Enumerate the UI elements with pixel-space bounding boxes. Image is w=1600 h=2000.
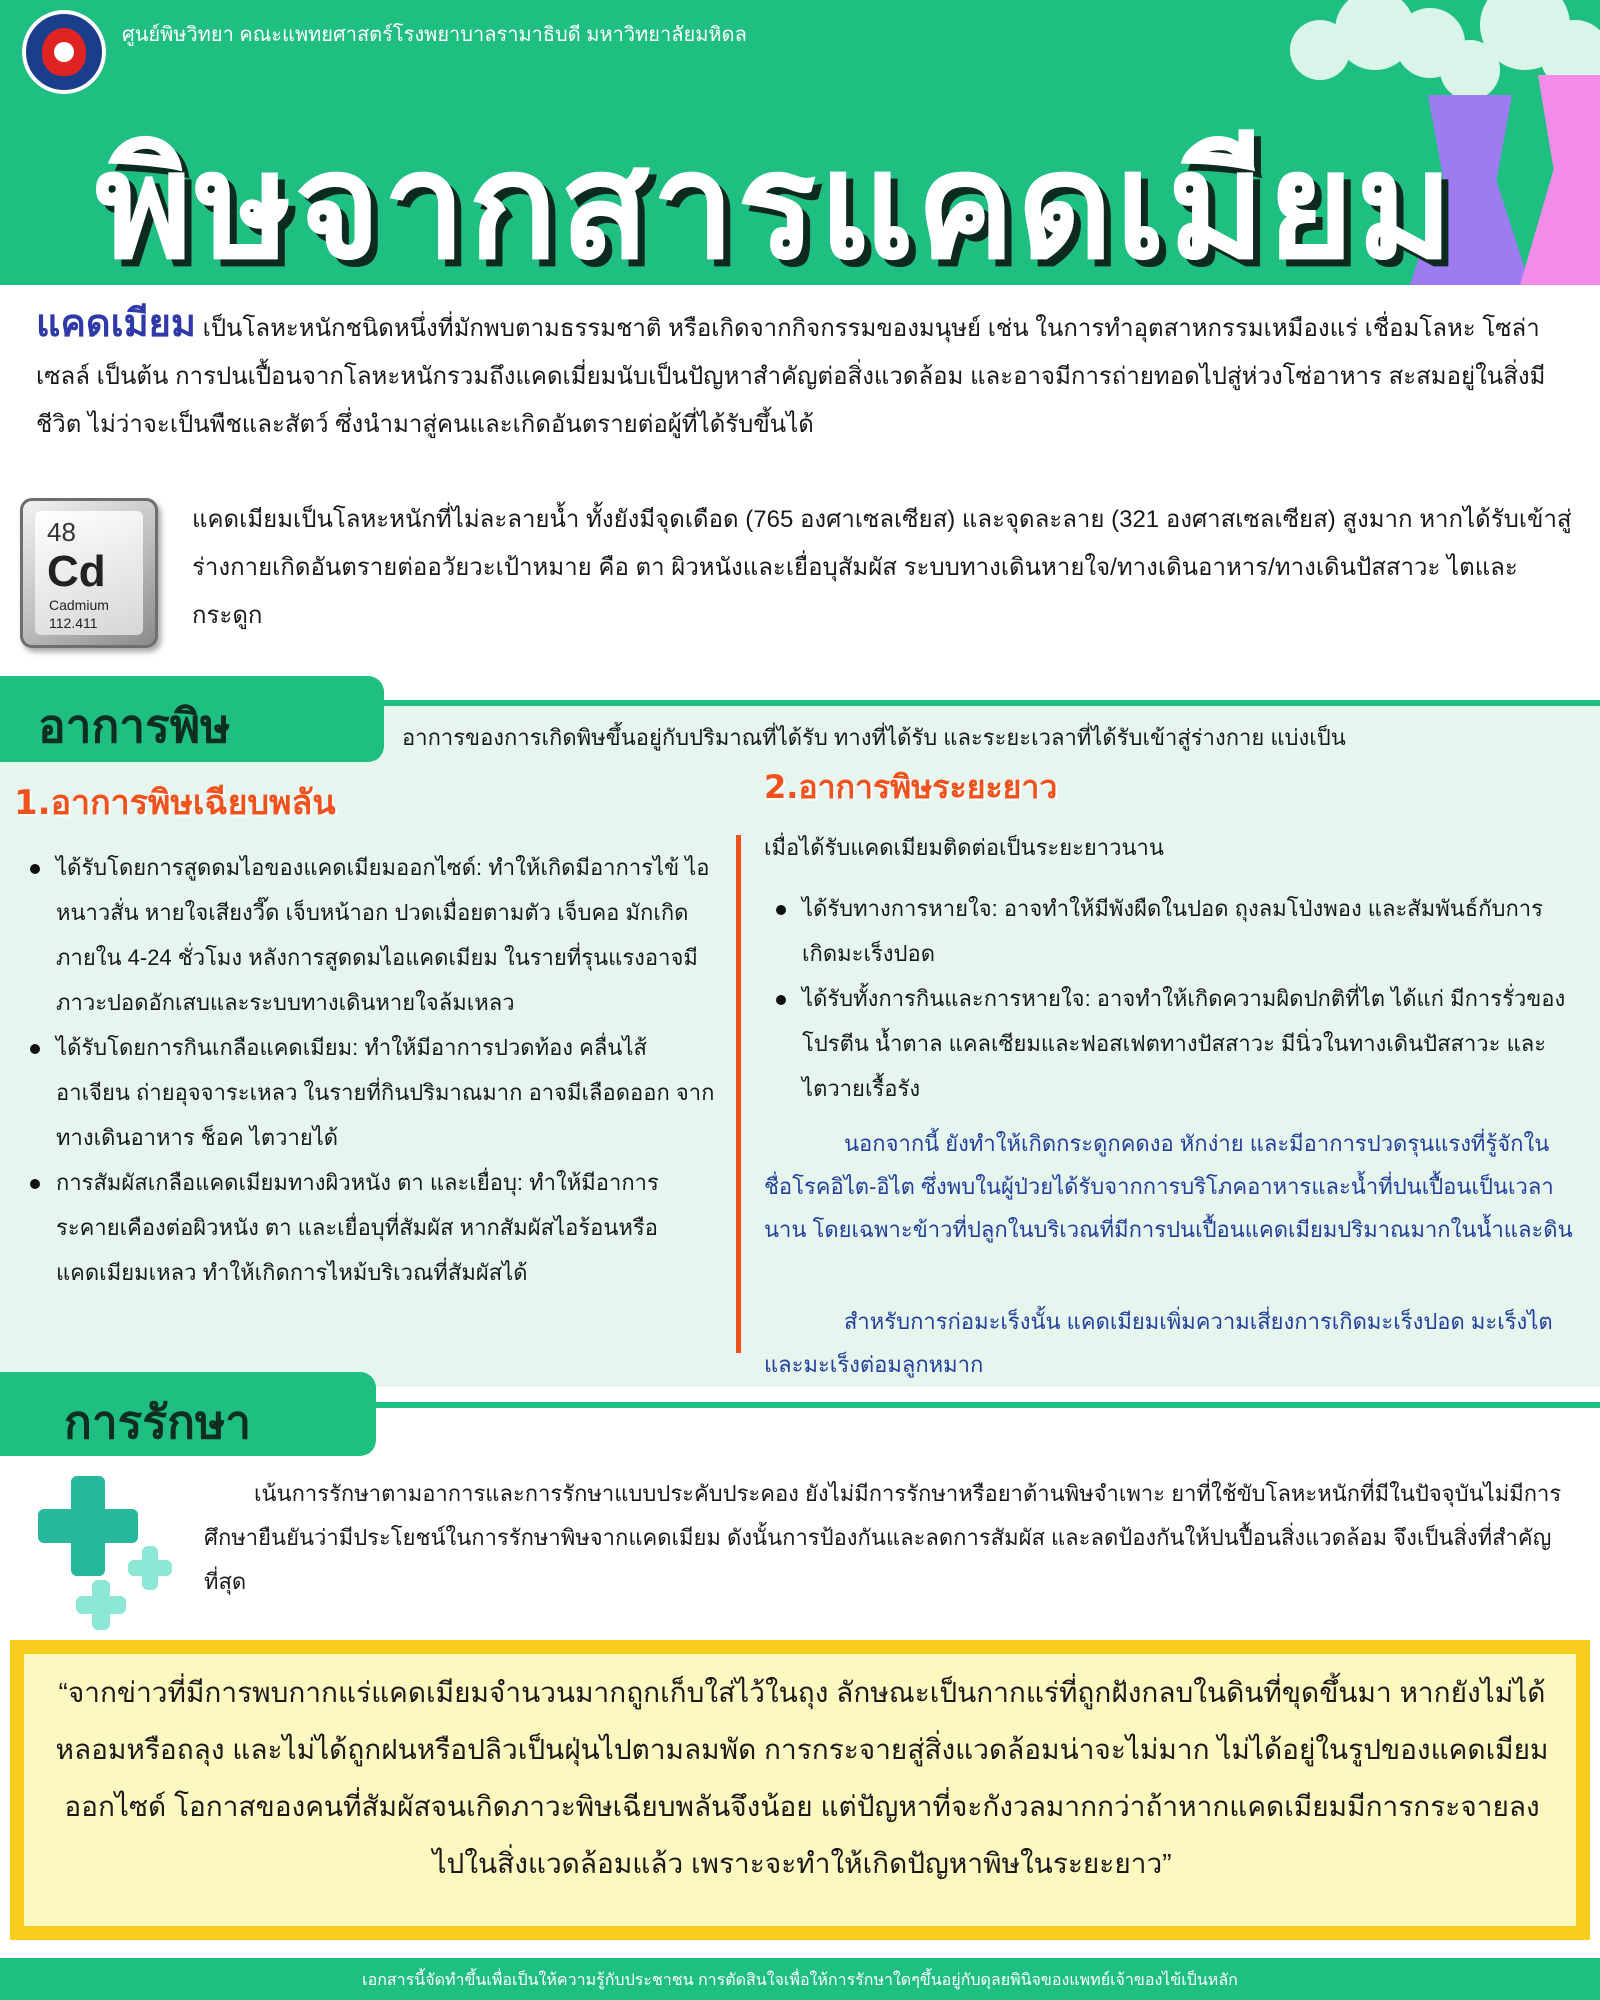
element-description: แคดเมียมเป็นโลหะหนักที่ไม่ละลายน้ำ ทั้งยังมีจุดเดือด (765 องศาเซลเซียส) และจุดละลาย (321 องศาสเซลเซียส) สูงมาก หากได้รับเข้าสู่ร่างกายเกิดอันตรายต่ออวัยวะเป้าหมาย คือ ตา ผิวหนังและเยื่อบุสัมผัส ระบบทางเดินหายใจ/ทางเดินอาหาร/ทางเดินปัสสาวะ ไตและกระดูก — [192, 506, 1572, 629]
list-item-text: ได้รับโดยการกินเกลือแคดเมียม: ทำให้มีอาการปวดท้อง คลื่นไส้ อาเจียน ถ่ายอุจจาระเหลว ในรายที่กินปริมาณมาก อาจมีเลือดออก จากทางเดินอาหาร ช็อค ไตวายได้ — [56, 1035, 715, 1150]
treatment-heading: การรักษา — [64, 1396, 252, 1448]
bullet-icon — [30, 864, 40, 874]
list-item — [776, 976, 1566, 1111]
list-item-text: ได้รับโดยการสูดดมไอของแคดเมียมออกไซด์: ทำให้เกิดมีอาการไข้ ไอ หนาวสั่น หายใจเสียงวี๊ด เจ็บหน้าอก ปวดเมื่อยตามตัว เจ็บคอ มักเกิดภายใน 4-24 ชั่วโมง หลังการสูดดมไอแคดเมียม ในรายที่รุนแรงอาจมีภาวะปอดอักเสบและระบบทางเดินหายใจล้มเหลว — [56, 855, 710, 1015]
element-name: Cadmium — [49, 597, 109, 613]
chronic-symptoms-title: 2.อาการพิษระยะยาว — [764, 768, 1058, 806]
chronic-intro: เมื่อได้รับแคดเมียมติดต่อเป็นระยะยาวนาน — [764, 835, 1164, 860]
quote-text: “จากข่าวที่มีการพบกากแร่แคดเมียมจำนวนมากถูกเก็บใส่ไว้ในถุง ลักษณะเป็นกากแร่ที่ถูกฝังกลบในดินที่ขุดขึ้นมา หากยังไม่ได้หลอมหรือถลุง และไม่ได้ถูกฝนหรือปลิวเป็นฝุ่นไปตามลมพัด การกระจายสู่สิ่งแวดล้อมน่าจะไม่มาก ไม่ได้อยู่ในรูปของแคดเมียมออกไซด์ โอกาสของคนที่สัมผัสจนเกิดภาวะพิษเฉียบพลันจึงน้อย แต่ปัญหาที่จะกังวลมากกว่าถ้าหากแคดเมียมมีการกระจายลงไปในสิ่งแวดล้อมแล้ว เพราะจะทำให้เกิดปัญหาพิษในระยะยาว” — [55, 1677, 1549, 1879]
atomic-mass: 112.411 — [49, 615, 98, 631]
bullet-icon — [30, 1179, 40, 1189]
logo-center-icon — [54, 42, 74, 62]
section-divider-line — [370, 700, 1600, 706]
chronic-symptoms-list — [776, 886, 1566, 1111]
acute-symptoms-title: 1.อาการพิษเฉียบพลัน — [14, 783, 336, 823]
list-item — [30, 1160, 720, 1295]
page-title: พิษจากสารแคดเมียม — [95, 120, 1456, 285]
bullet-icon — [30, 1044, 40, 1054]
medical-cross-icon — [76, 1580, 126, 1630]
bullet-icon — [776, 905, 786, 915]
element-tile-face — [35, 511, 143, 635]
list-item — [30, 845, 720, 1025]
element-symbol: Cd — [47, 547, 106, 596]
list-item-text: ได้รับทางการหายใจ: อาจทำให้มีพังผืดในปอด ถุงลมโป่งพอง และสัมพันธ์กับการเกิดมะเร็งปอด — [802, 896, 1543, 966]
section-divider-line — [370, 1402, 1600, 1408]
treatment-text: เน้นการรักษาตามอาการและการรักษาแบบประคับประคอง ยังไม่มีการรักษาหรือยาต้านพิษจำเพาะ ยาที่ใช้ขับโลหะหนักที่มีในปัจจุบันไม่มีการศึกษายืนยันว่ามีประโยชน์ในการรักษาพิษจากแคดเมียม ดังนั้นการป้องกันและลดการสัมผัส และลดป้องกันให้ปนปื้อนสิ่งแวดล้อม จึงเป็นสิ่งที่สำคัญที่สุด — [204, 1481, 1562, 1594]
institution-name: ศูนย์พิษวิทยา คณะแพทยศาสตร์โรงพยาบาลรามาธิบดี มหาวิทยาลัยมหิดล — [122, 24, 747, 46]
footer-bar — [0, 1958, 1600, 2000]
list-item-text: ได้รับทั้งการกินและการหายใจ: อาจทำให้เกิดความผิดปกติที่ไต ได้แก่ มีการรั่วของโปรตีน น้ำตาล แคลเซียมและฟอสเฟตทางปัสสาวะ มีนิ่วในทางเดินปัสสาวะ และไตวายเรื้อรัง — [802, 986, 1566, 1101]
cooling-tower-icon — [1520, 75, 1600, 285]
footer-disclaimer: เอกสารนี้จัดทำขึ้นเพื่อเป็นให้ความรู้กับประชาชน การตัดสินใจเพื่อให้การรักษาใดๆขึ้นอยู่กับดุลยพินิจของแพทย์เจ้าของไข้เป็นหลัก — [362, 1972, 1238, 1989]
list-item-text: การสัมผัสเกลือแคดเมียมทางผิวหนัง ตา และเยื่อบุ: ทำให้มีอาการระคายเคืองต่อผิวหนัง ตา และเยื่อบุที่สัมผัส หากสัมผัสไอร้อนหรือแคดเมียมเหลว ทำให้เกิดการไหม้บริเวณที่สัมผัสได้ — [56, 1170, 659, 1285]
list-item — [776, 886, 1566, 976]
quote-box — [10, 1640, 1590, 1940]
column-divider — [736, 835, 741, 1353]
poison-center-logo — [22, 10, 106, 94]
intro-body: เป็นโลหะหนักชนิดหนึ่งที่มักพบตามธรรมชาติ หรือเกิดจากกิจกรรมของมนุษย์ เช่น ในการทำอุตสาหกรรมเหมืองแร่ เชื่อมโลหะ โซล่าเซลล์ เป็นต้น การปนเปื้อนจากโลหะหนักรวมถึงแคดเมี่ยมนับเป็นปัญหาสำคัญต่อสิ่งแวดล้อม และอาจมีการถ่ายทอดไปสู่ห่วงโซ่อาหาร สะสมอยู่ในสิ่งมีชีวิต ไม่ว่าจะเป็นพืชและสัตว์ ซึ่งนำมาสู่คนและเกิดอันตรายต่อผู้ที่ได้รับขึ้นได้ — [36, 315, 1546, 438]
list-item — [30, 1025, 720, 1160]
cadmium-element-tile — [20, 498, 158, 648]
bullet-icon — [776, 995, 786, 1005]
symptoms-intro: อาการของการเกิดพิษขึ้นอยู่กับปริมาณที่ได้รับ ทางที่ได้รับ และระยะเวลาที่ได้รับเข้าสู่ร่างกาย แบ่งเป็น — [402, 725, 1346, 750]
medical-cross-icon — [38, 1476, 138, 1576]
header-banner — [0, 0, 1600, 285]
acute-symptoms-list — [30, 845, 720, 1295]
chronic-note-bone: นอกจากนี้ ยังทำให้เกิดกระดูกคดงอ หักง่าย และมีอาการปวดรุนแรงที่รู้จักในชื่อโรคอิไต-อิไต ซึ่งพบในผู้ป่วยได้รับจากการบริโภคอาหารและน้ำที่ปนเปื้อนเป็นเวลานาน โดยเฉพาะข้าวที่ปลูกในบริเวณที่มีการปนเปื้อนแคดเมียมปริมาณมากในน้ำและดิน — [764, 1131, 1573, 1242]
chronic-note-cancer: สำหรับการก่อมะเร็งนั้น แคดเมียมเพิ่มความเสี่ยงการเกิดมะเร็งปอด มะเร็งไตและมะเร็งต่อมลูกหมาก — [764, 1309, 1553, 1377]
atomic-number: 48 — [47, 517, 76, 547]
symptoms-heading: อาการพิษ — [38, 700, 231, 752]
intro-lead-word: แคดเมียม — [36, 303, 196, 345]
intro-paragraph — [36, 300, 1576, 449]
medical-cross-icon — [128, 1546, 172, 1590]
